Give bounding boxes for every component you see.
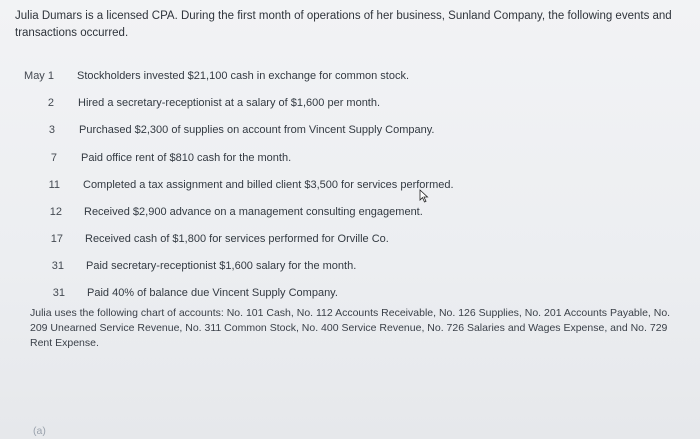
- transaction-date: 2: [47, 97, 54, 109]
- transaction-date: 31: [52, 287, 65, 299]
- mouse-pointer-icon: [419, 189, 429, 203]
- transaction-date: 3: [48, 124, 55, 136]
- transaction-text: Purchased $2,300 of supplies on account from Vincent Supply Company.: [79, 124, 435, 136]
- transaction-text: Paid 40% of balance due Vincent Supply Company.: [87, 287, 338, 299]
- transaction-date: 31: [51, 260, 64, 272]
- transaction-date: 17: [50, 233, 63, 245]
- transaction-text: Hired a secretary-receptionist at a salary of $1,600 per month.: [78, 97, 381, 109]
- transaction-date: May 1: [24, 70, 54, 82]
- transaction-date: 7: [50, 152, 57, 164]
- transaction-text: Paid office rent of $810 cash for the month.: [81, 152, 292, 164]
- transaction-date: 11: [48, 179, 60, 191]
- transaction-text: Received $2,900 advance on a management consulting engagement.: [84, 206, 423, 218]
- chart-of-accounts-note: Julia uses the following chart of accounts: No. 101 Cash, No. 112 Accounts Receivable, No. 126 Supplies, No. 201 Accounts Payable, No. 209 Unearned Service Revenue, No. 311 Common Stock, No. 400 Service Revenue, No. 726 Salaries and Wages Expense, and No. 729 Rent Expense.: [30, 307, 671, 349]
- transaction-text: Paid secretary-receptionist $1,600 salary for the month.: [86, 260, 357, 272]
- transaction-date: 12: [49, 206, 62, 218]
- transaction-text: Completed a tax assignment and billed client $3,500 for services performed.: [83, 179, 454, 191]
- part-a-label: (a): [33, 425, 46, 437]
- transaction-text: Stockholders invested $21,100 cash in exchange for common stock.: [77, 70, 410, 82]
- problem-intro: Julia Dumars is a licensed CPA. During the first month of operations of her business, Sunland Company, the following events and transactions occurred.: [15, 10, 672, 39]
- transaction-text: Received cash of $1,800 for services performed for Orville Co.: [85, 233, 389, 245]
